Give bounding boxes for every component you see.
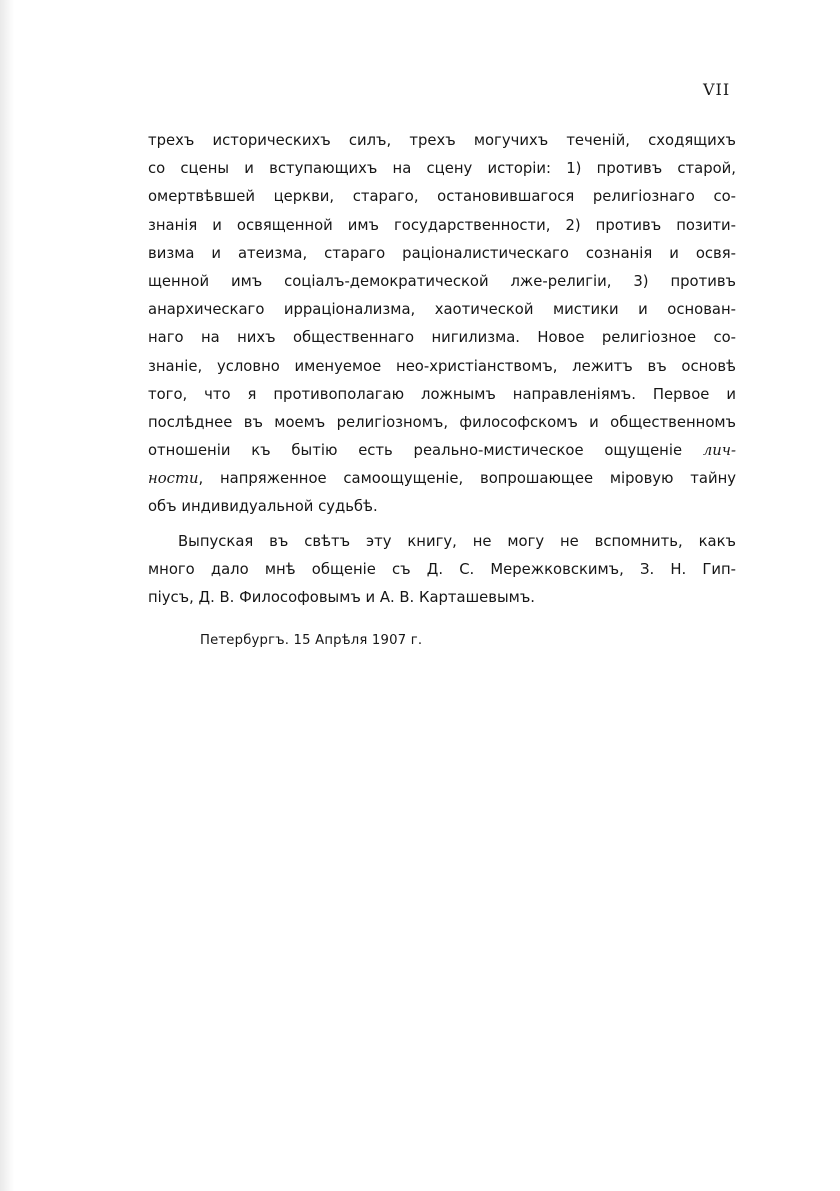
text-line: ности, напряженное самоощущеніе, вопрошающее міровую тайну (148, 470, 736, 488)
text-line: знаніе, условно именуемое нео-христіанствомъ, лежитъ въ основѣ (148, 357, 736, 375)
emphasized-word: ности (148, 470, 199, 488)
text-line: много дало мнѣ общеніе съ Д. С. Мережковскимъ, З. Н. Гип- (148, 560, 736, 578)
text-line: послѣднее въ моемъ религіозномъ, философскомъ и общественномъ (148, 413, 736, 431)
text-line: того, что я противополагаю ложнымъ направленіямъ. Первое и (148, 385, 736, 403)
text-line: отношеніи къ бытію есть реально-мистическое ощущеніе лич- (148, 442, 736, 460)
text-line: со сцены и вступающихъ на сцену исторіи: 1) противъ старой, (148, 160, 736, 178)
text-line: визма и атеизма, стараго раціоналистическаго сознанія и освя- (148, 244, 736, 262)
text-line: піусъ, Д. В. Философовымъ и А. В. Карташевымъ. (148, 589, 535, 606)
text-line: щенной имъ соціалъ-демократической лже-религіи, 3) противъ (148, 272, 736, 290)
preface-text (148, 127, 736, 612)
text-line: знанія и освященной имъ государственности, 2) противъ позити- (148, 216, 736, 234)
text-line: омертвѣвшей церкви, стараго, остановившагося религіознаго со- (148, 188, 736, 206)
scan-edge-shadow (0, 0, 14, 1191)
text-line: Выпуская въ свѣтъ эту книгу, не могу не вспомнить, какъ (178, 532, 736, 550)
text-line: объ индивидуальной судьбѣ. (148, 498, 378, 516)
text-line: наго на нихъ общественнаго нигилизма. Новое религіозное со- (148, 329, 736, 347)
emphasized-word: лич- (702, 442, 736, 460)
page-number: VII (703, 80, 731, 99)
text-line: анархическаго ирраціонализма, хаотической мистики и основан- (148, 301, 736, 319)
text-line: трехъ историческихъ силъ, трехъ могучихъ теченій, сходящихъ (148, 132, 736, 149)
place-date-signature: Петербургъ. 15 Апрѣля 1907 г. (200, 633, 423, 648)
